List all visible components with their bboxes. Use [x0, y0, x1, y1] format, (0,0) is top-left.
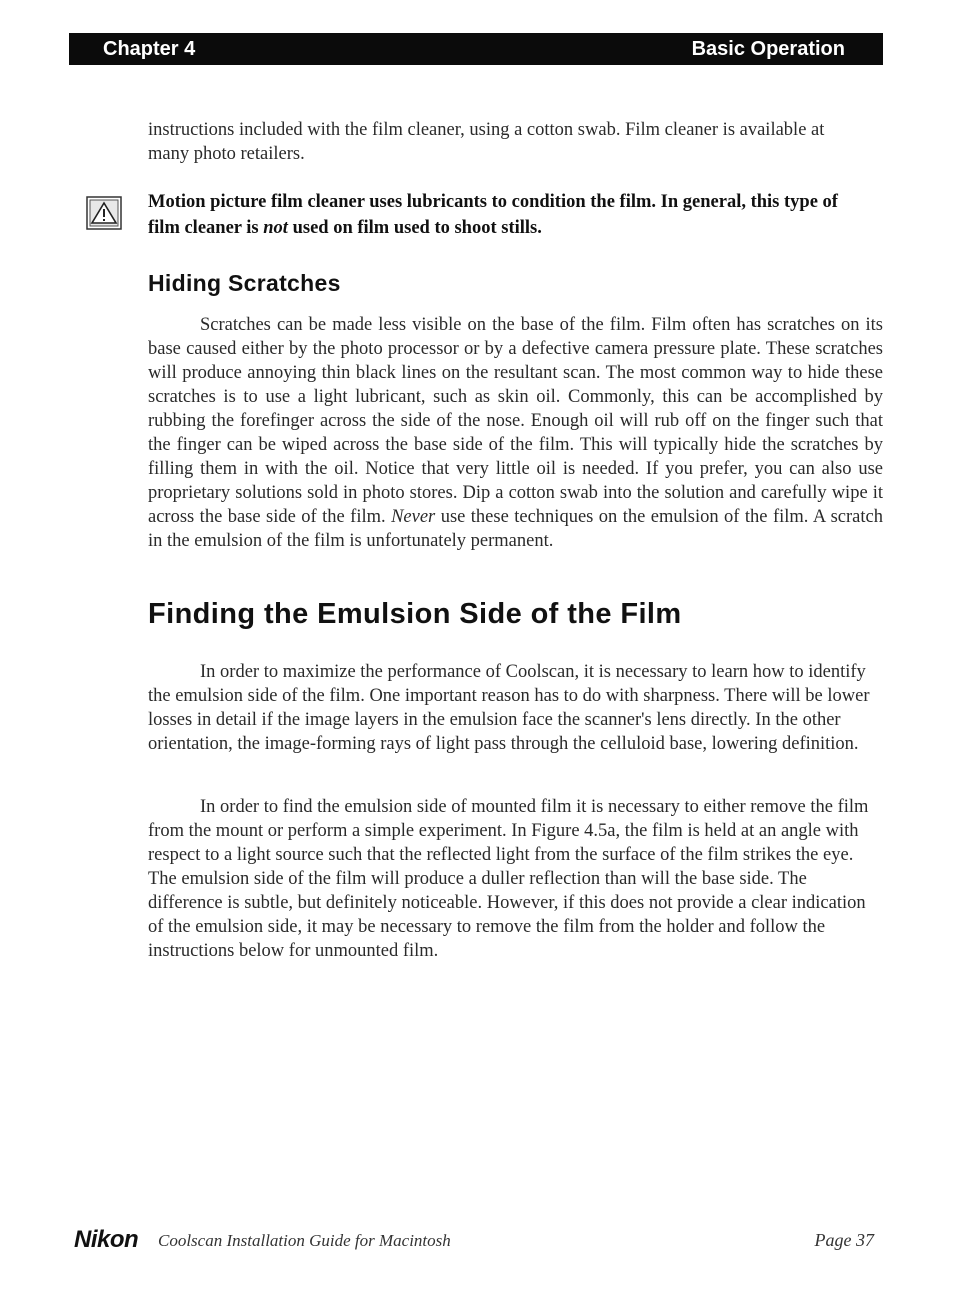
- guide-title: Coolscan Installation Guide for Macintosh: [158, 1231, 451, 1250]
- chapter-label: Chapter 4: [103, 38, 196, 60]
- warning-note: [148, 189, 868, 241]
- intro-paragraph: instructions included with the film cleaner, using a cotton swab. Film cleaner is available at many photo retailers.: [148, 120, 825, 164]
- scratches-text-after: use these techniques on the emulsion of the film. A scratch in the emulsion of the film is unfortunately permanent.: [148, 507, 883, 551]
- warning-text-after: used on film used to shoot stills.: [287, 218, 542, 238]
- hiding-scratches-heading: Hiding Scratches: [148, 270, 341, 296]
- hiding-scratches-paragraph: [148, 313, 883, 553]
- scratches-emphasis: Never: [391, 507, 436, 527]
- warning-triangle-icon: [86, 196, 122, 230]
- section-label: Basic Operation: [691, 38, 845, 60]
- emulsion-paragraph-2: In order to find the emulsion side of mounted film it is necessary to either remove the film from the mount or perform a simple experiment. In Figure 4.5a, the film is held at an angle with respect to a light source such that the reflected light from the surface of the film strikes the eye. The emulsion side of the film will produce a duller reflection than will the base side. The difference is subtle, but definitely noticeable. However, if this does not provide a clear indication of the emulsion side, it may be necessary to remove the film from the holder and follow the instructions below for unmounted film.: [148, 797, 869, 961]
- scratches-text-before: Scratches can be made less visible on the base of the film. Film often has scratches on its base caused either by the photo processor or by a defective camera pressure plate. These scratches will produce annoying thin black lines on the resultant scan. The most common way to hide these scratches is to use a light lubricant, such as skin oil. Commonly, this can be accomplished by rubbing the forefinger across the side of the nose. Enough oil will rub off on the finger such that the finger can be wiped across the base side of the film. This will typically hide the scratches by filling them in with the oil. Notice that very little oil is needed. If you prefer, you can also use proprietary solutions sold in photo stores. Dip a cotton swab into the solution and carefully wipe it across the base side of the film.: [148, 315, 883, 527]
- page-number: Page 37: [814, 1230, 874, 1250]
- emulsion-paragraph-1: In order to maximize the performance of Coolscan, it is necessary to learn how to identify the emulsion side of the film. One important reason has to do with sharpness. There will be lower losses in detail if the image layers in the emulsion face the scanner's lens directly. In the other orientation, the image-forming rays of light pass through the celluloid base, lowering definition.: [148, 662, 870, 754]
- warning-text-before: Motion picture film cleaner uses lubricants to condition the film. In general, this type of film cleaner is: [148, 192, 838, 238]
- nikon-logo: Nikon: [74, 1226, 139, 1253]
- emulsion-heading: Finding the Emulsion Side of the Film: [148, 598, 682, 630]
- page-footer: [74, 1226, 874, 1256]
- chapter-header-bar: [69, 33, 883, 65]
- warning-emphasis: not: [263, 218, 288, 238]
